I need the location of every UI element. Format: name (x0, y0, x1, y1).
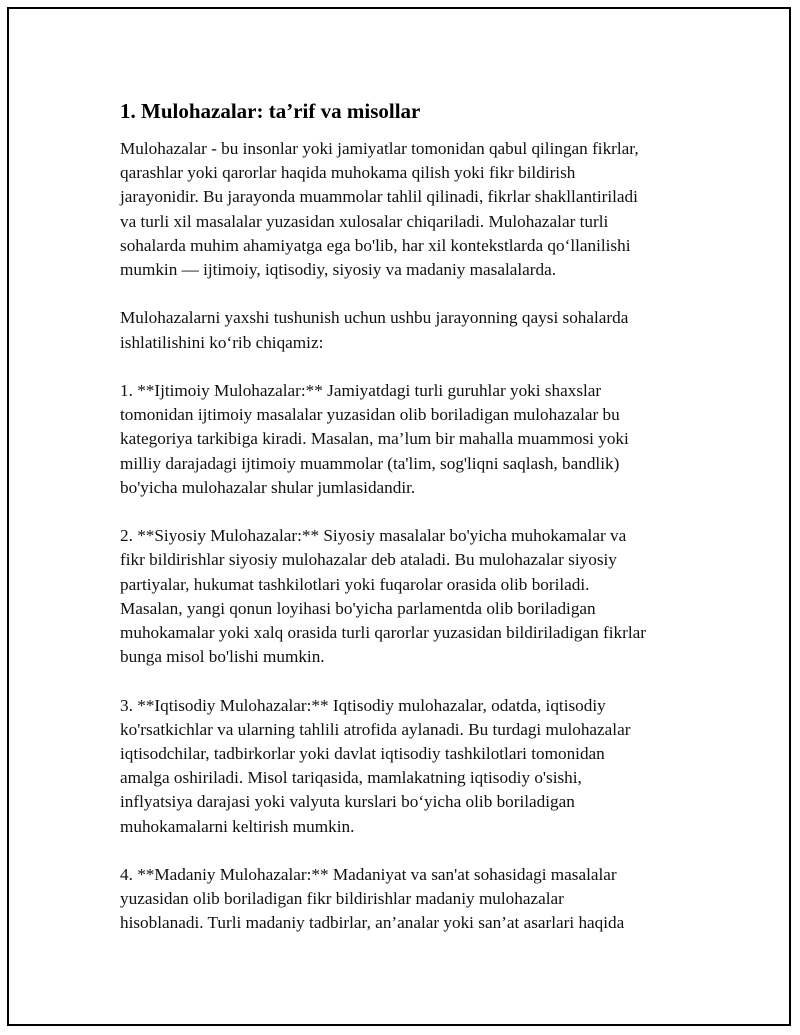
text-line: kategoriya tarkibiga kiradi. Masalan, ma’lum bir mahalla muammosi yoki (120, 429, 629, 449)
text-line: muhokamalar yoki xalq orasida turli qarorlar yuzasidan bildiriladigan fikrlar (120, 623, 646, 643)
text-line: fikr bildirishlar siyosiy mulohazalar deb ataladi. Bu mulohazalar siyosiy (120, 550, 617, 570)
text-line: Mulohazalar - bu insonlar yoki jamiyatlar tomonidan qabul qilingan fikrlar, (120, 139, 639, 158)
paragraph-political (120, 524, 700, 669)
text-line: Masalan, yangi qonun loyihasi bo'yicha parlamentda olib boriladigan (120, 598, 596, 618)
text-line: iqtisodchilar, tadbirkorlar yoki davlat iqtisodiy tashkilotlari tomonidan (120, 744, 605, 764)
text-line: bunga misol bo'lishi mumkin. (120, 647, 325, 667)
paragraph-social (120, 379, 700, 500)
text-line: inflyatsiya darajasi yoki valyuta kurslari bo‘yicha olib boriladigan (120, 792, 575, 812)
text-line: qarashlar yoki qarorlar haqida muhokama qilish yoki fikr bildirish (120, 163, 576, 183)
text-line: jarayonidir. Bu jarayonda muammolar tahlil qilinadi, fikrlar shakllantiriladi (120, 187, 638, 207)
text-line: Mulohazalarni yaxshi tushunish uchun ushbu jarayonning qaysi sohalarda (120, 308, 629, 328)
text-line: ishlatilishini ko‘rib chiqamiz: (120, 332, 324, 352)
text-line: bo'yicha mulohazalar shular jumlasidandir. (120, 477, 416, 497)
text-line: hisoblanadi. Turli madaniy tadbirlar, an’analar yoki san’at asarlari haqida (120, 913, 625, 933)
paragraph-intro (120, 137, 700, 282)
text-line: 3. **Iqtisodiy Mulohazalar:** Iqtisodiy mulohazalar, odatda, iqtisodiy (120, 695, 606, 715)
text-line: 4. **Madaniy Mulohazalar:** Madaniyat va san'at sohasidagi masalalar (120, 865, 617, 885)
document-content (120, 97, 700, 960)
text-line: yuzasidan olib boriladigan fikr bildirishlar madaniy mulohazalar (120, 889, 564, 909)
text-line: ko'rsatkichlar va ularning tahlili atrofida aylanadi. Bu turdagi mulohazalar (120, 719, 631, 739)
paragraph-overview (120, 306, 700, 354)
text-line: sohalarda muhim ahamiyatga ega bo'lib, har xil kontekstlarda qo‘llanilishi (120, 235, 631, 255)
text-line: 1. **Ijtimoiy Mulohazalar:** Jamiyatdagi turli guruhlar yoki shaxslar (120, 381, 602, 400)
text-line: muhokamalarni keltirish mumkin. (120, 816, 355, 836)
text-line: milliy darajadagi ijtimoiy muammolar (ta'lim, sog'liqni saqlash, bandlik) (120, 453, 620, 473)
text-line: amalga oshiriladi. Misol tariqasida, mamlakatning iqtisodiy o'sishi, (120, 768, 582, 788)
text-line: partiyalar, hukumat tashkilotlari yoki fuqarolar orasida olib boriladi. (120, 574, 590, 594)
paragraph-cultural (120, 863, 700, 936)
text-line: 2. **Siyosiy Mulohazalar:** Siyosiy masalalar bo'yicha muhokamalar va (120, 526, 627, 546)
document-page (7, 7, 791, 1026)
section-heading: 1. Mulohazalar: ta’rif va misollar (120, 99, 421, 123)
text-line: mumkin — ijtimoiy, iqtisodiy, siyosiy va madaniy masalalarda. (120, 260, 556, 280)
text-line: tomonidan ijtimoiy masalalar yuzasidan olib boriladigan mulohazalar bu (120, 405, 620, 425)
paragraph-economic (120, 694, 700, 839)
text-line: va turli xil masalalar yuzasidan xulosalar chiqariladi. Mulohazalar turli (120, 211, 609, 231)
